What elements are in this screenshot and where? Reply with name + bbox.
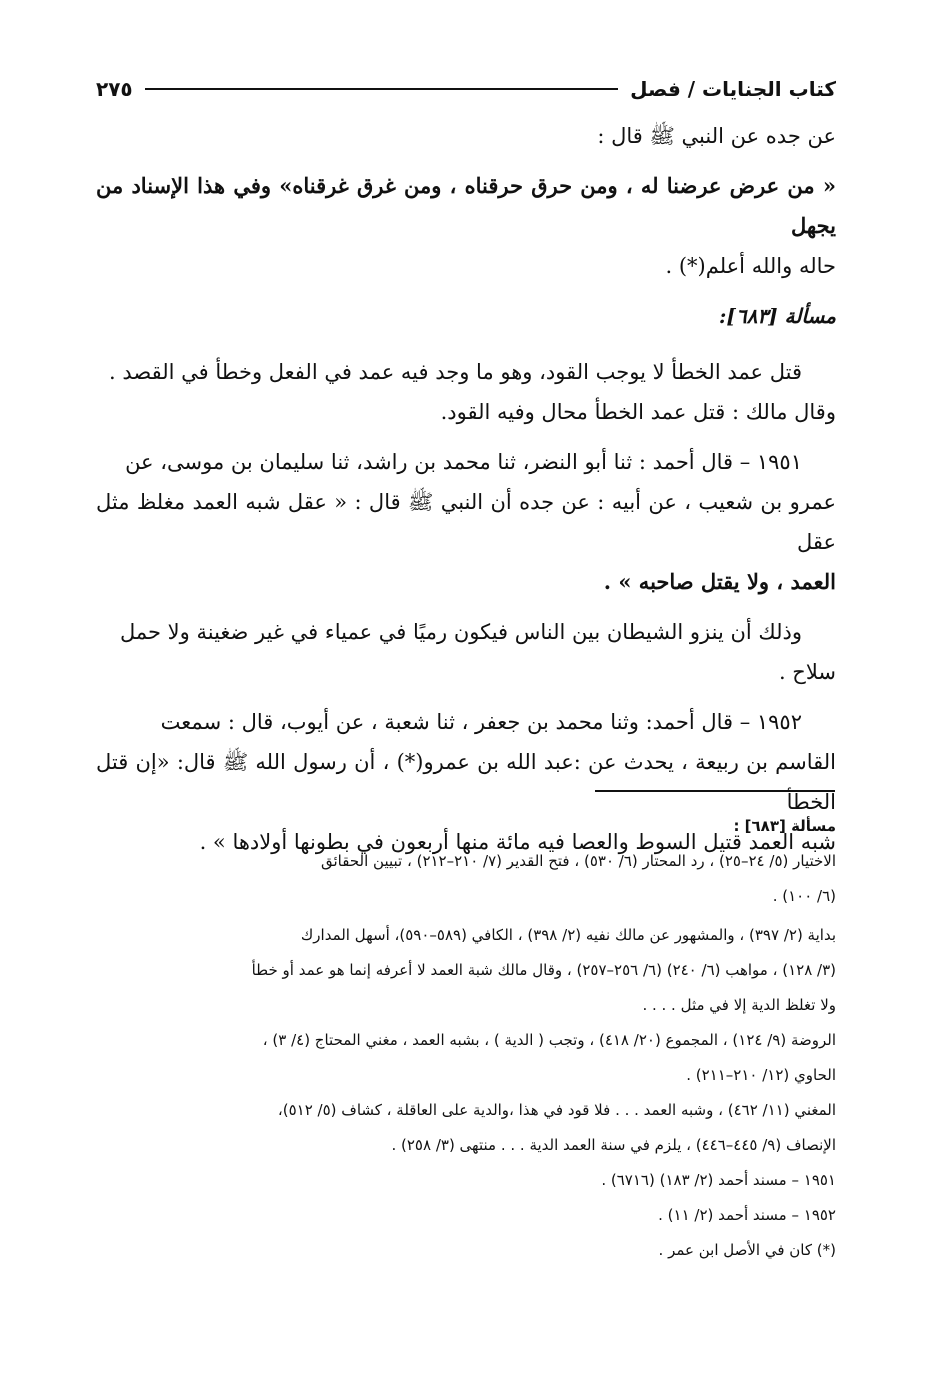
footnote-line: ١٩٥١ – مسند أحمد (٢/ ١٨٣) (٦٧١٦) . — [601, 1171, 836, 1189]
footnote-line: ١٩٥٢ – مسند أحمد (٢/ ١١) . — [658, 1206, 836, 1224]
text-line: العمد ، ولا يقتل صاحبه » . — [603, 569, 836, 594]
text-line: « من عرض عرضنا له ، ومن حرق حرقناه ، ومن غرق غرقناه» وفي هذا الإسناد من يجهل — [96, 173, 836, 238]
footnote-line: بداية (٢/ ٣٩٧) ، والمشهور عن مالك نفيه (٢/ ٣٩٨) ، الكافي (٥٨٩–٥٩٠)، أسهل المدارك — [300, 926, 836, 944]
text-line: سلاح . — [778, 660, 836, 684]
footnote-line: ولا تغلظ الدية إلا في مثل . . . . — [642, 996, 836, 1014]
footnote-line: الإنصاف (٩/ ٤٤٥–٤٤٦) ، يلزم في سنة العمد الدية . . . منتهى (٣/ ٢٥٨) . — [391, 1136, 836, 1154]
footnote-line: (*) كان في الأصل ابن عمر . — [658, 1241, 836, 1259]
text-line: عمرو بن شعيب ، عن أبيه : عن جده أن النبي ﷺ قال : « عقل شبه العمد مغلظ مثل عقل — [96, 490, 836, 554]
text-line: عن جده عن النبي ﷺ قال : — [597, 124, 836, 148]
header-rule — [145, 88, 619, 90]
page-number: ٢٧٥ — [96, 77, 133, 101]
text-line: القاسم بن ربيعة ، يحدث عن :عبد الله بن عمرو(*) ، أن رسول الله ﷺ قال: «إن قتل الخطأ — [96, 750, 836, 814]
text-line: شبه العمد قتيل السوط والعصا فيه مائة منها أربعون في بطونها أولادها » . — [199, 830, 836, 854]
footnote-line: (٦/ ١٠٠) . — [772, 887, 836, 905]
text-line: ١٩٥١ – قال أحمد : ثنا أبو النضر، ثنا محمد بن راشد، ثنا سليمان بن موسى، عن — [125, 450, 802, 474]
text-line: قتل عمد الخطأ لا يوجب القود، وهو ما وجد فيه عمد في الفعل وخطأ في القصد . — [109, 360, 802, 384]
footnote-line: الاختيار (٥/ ٢٤–٢٥) ، رد المحتار (٦/ ٥٣٠) ، فتح القدير (٧/ ٢١٠–٢١٢) ، تبيين الحقائق — [321, 852, 836, 870]
text-line: وقال مالك : قتل عمد الخطأ محال وفيه القود. — [440, 400, 836, 424]
footnote-line: الروضة (٩/ ١٢٤) ، المجموع (٢٠/ ٤١٨) ، وتجب ( الدية ) ، بشبه العمد ، مغني المحتاج (٤/ ٣) ، — [262, 1031, 836, 1049]
footnotes — [96, 808, 836, 1268]
text-line: وذلك أن ينزو الشيطان بين الناس فيكون رميًا في عمياء في غير ضغينة ولا حمل — [119, 620, 802, 644]
footnote-heading: مسألة [٦٨٣] : — [733, 817, 836, 835]
footnote-line: (٣/ ١٢٨) ، مواهب (٦/ ٢٤٠) (٦/ ٢٥٦–٢٥٧) ، وقال مالك شبة العمد لا أعرفه إنما هو عمد أو خطأ — [251, 961, 836, 979]
footnote-rule — [595, 790, 835, 792]
section-heading: مسألة [٦٨٣]: — [719, 304, 836, 328]
main-text — [96, 116, 836, 862]
text-line: ١٩٥٢ – قال أحمد: وثنا محمد بن جعفر ، ثنا شعبة ، عن أيوب، قال : سمعت — [160, 710, 802, 734]
running-title: كتاب الجنايات / فصل — [630, 77, 836, 101]
text-line: حاله والله أعلم(*) . — [665, 254, 836, 278]
footnote-line: المغني (١١/ ٤٦٢) ، وشبه العمد . . . فلا قود في هذا ،والدية على العاقلة ، كشاف (٥/ ٥١٢)، — [277, 1101, 836, 1119]
footnote-line: الحاوي (١٢/ ٢١٠–٢١١) . — [686, 1066, 836, 1084]
page-header — [96, 72, 836, 106]
